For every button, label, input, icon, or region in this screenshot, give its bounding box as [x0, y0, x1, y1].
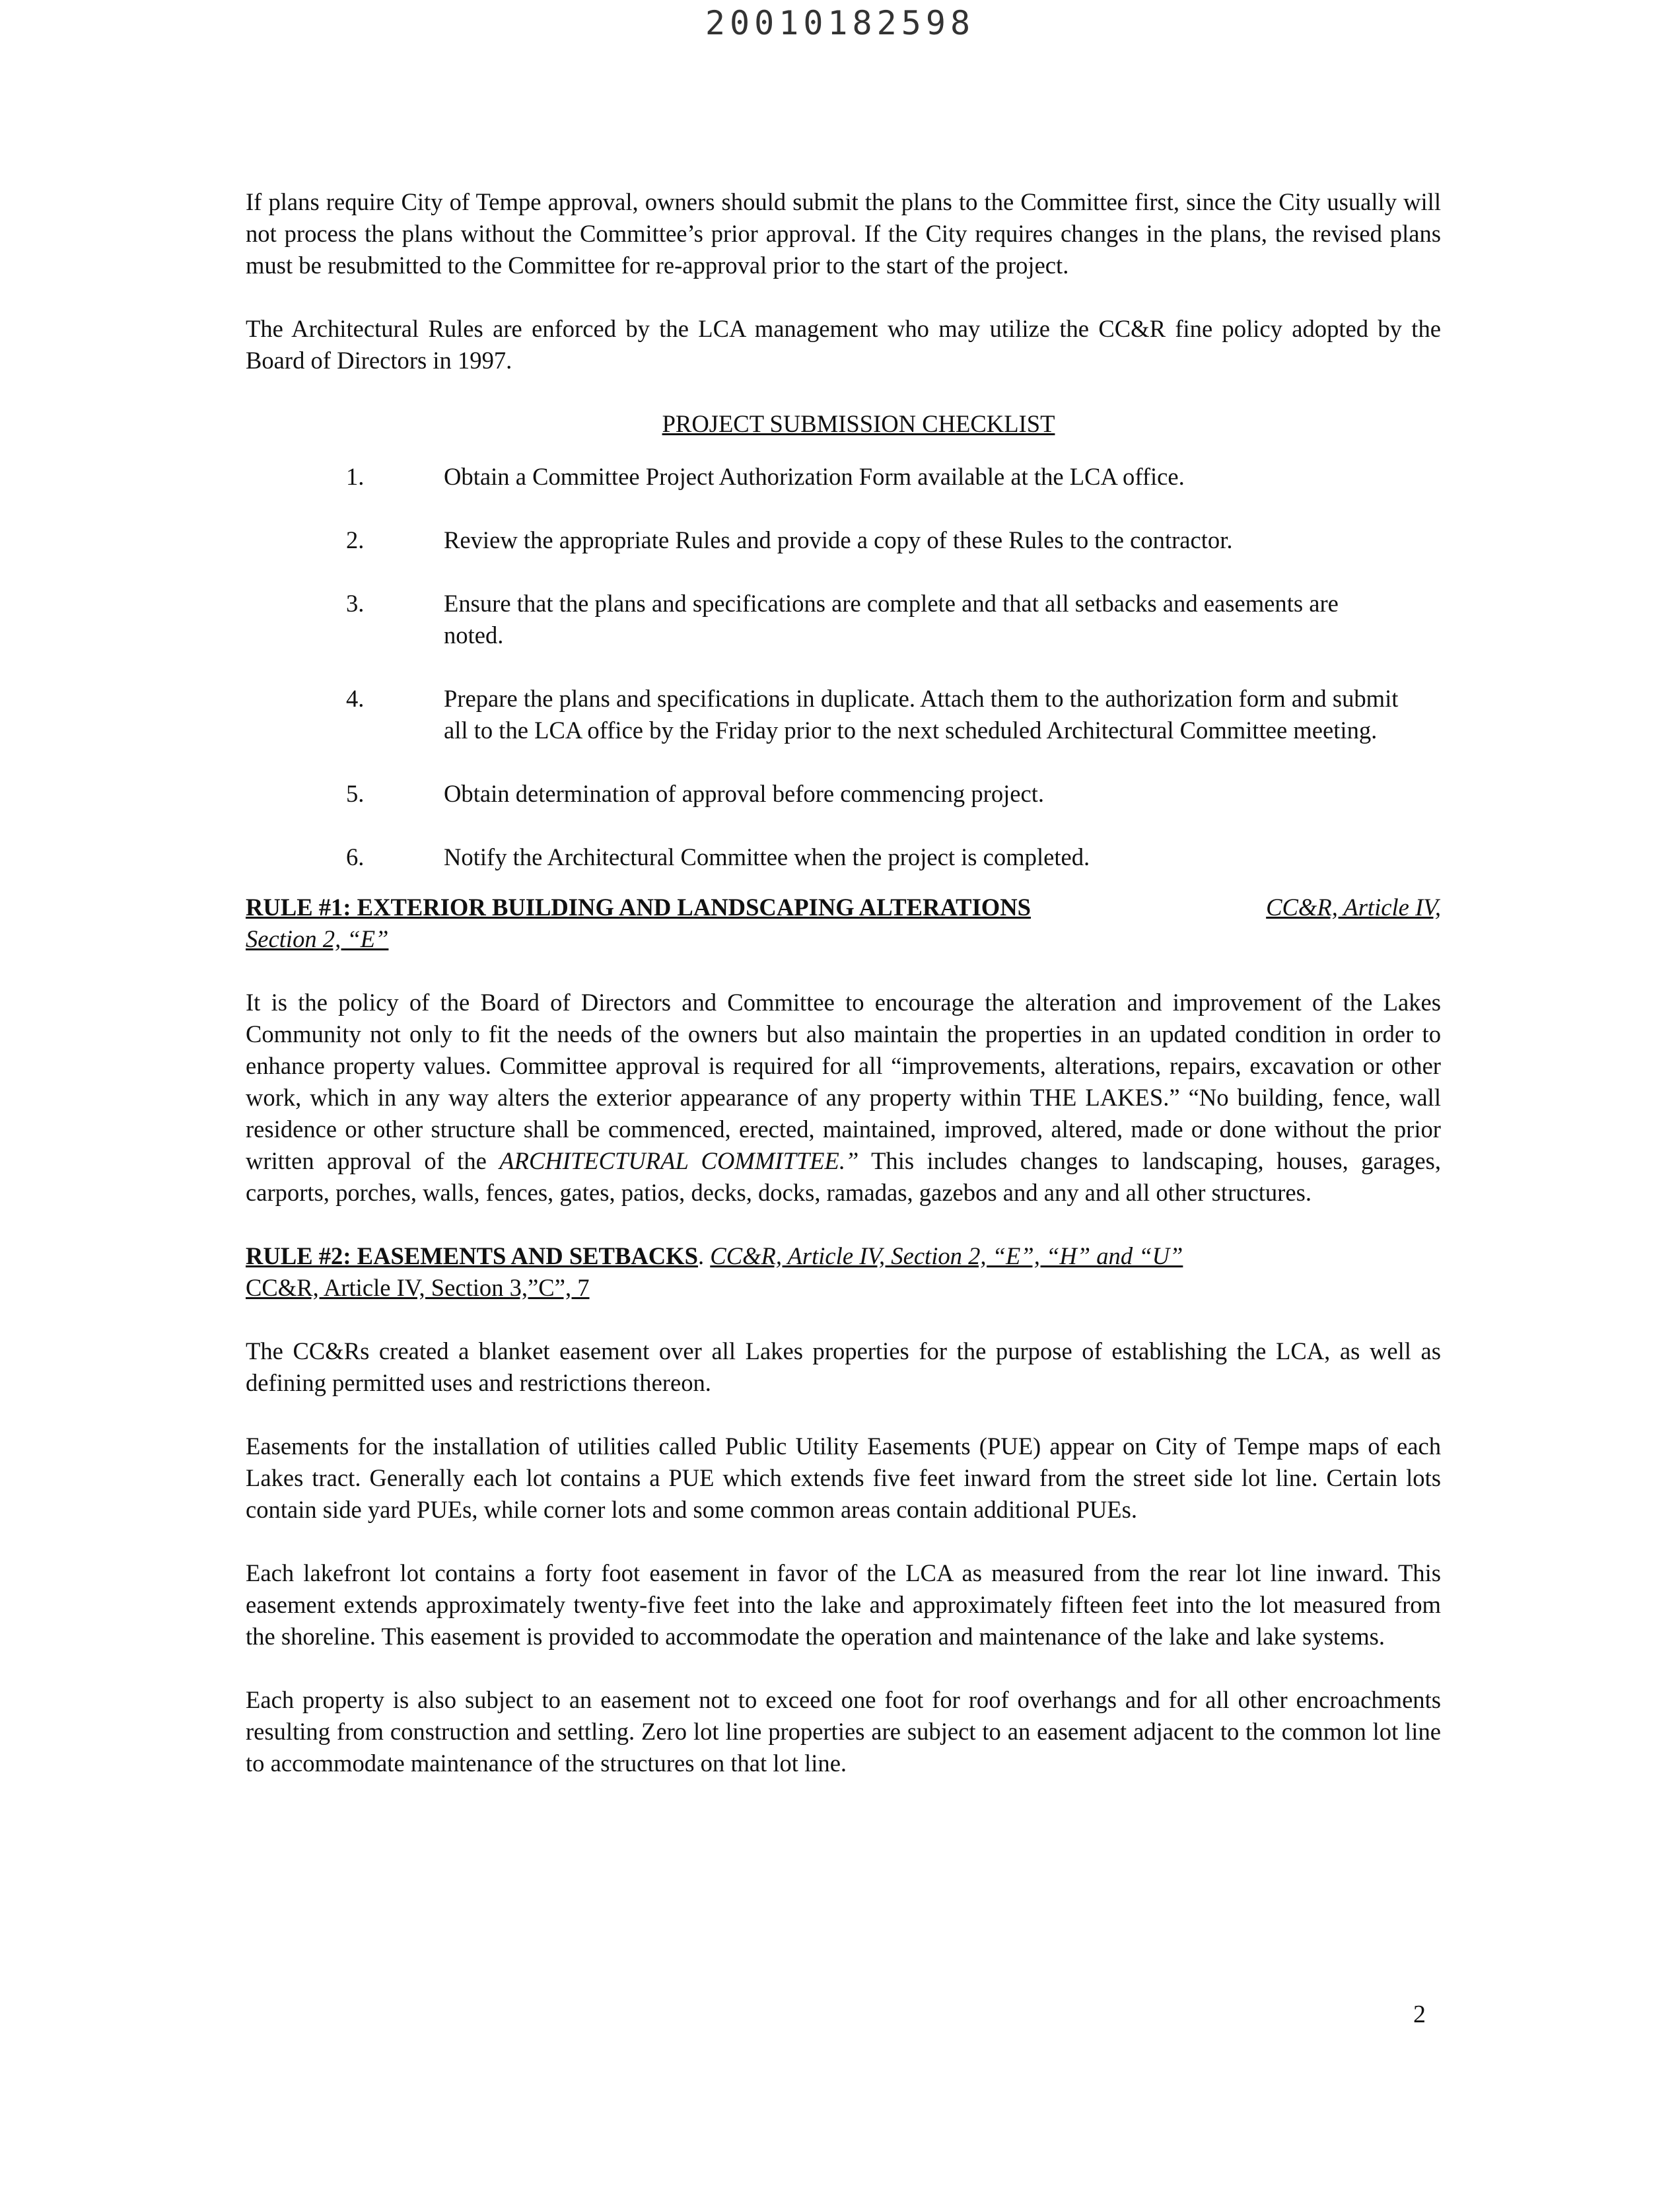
checklist-item-text: Prepare the plans and specifications in duplicate. Attach them to the authorization form and submit all to the LCA office by the Friday prior to the next scheduled Architectural Committee meeting. — [444, 685, 1399, 744]
checklist-title: PROJECT SUBMISSION CHECKLIST — [662, 410, 1055, 437]
rule-2-title: RULE #2: EASEMENTS AND SETBACKS — [246, 1242, 698, 1269]
checklist-item — [246, 841, 1441, 873]
rule-2-reference-section-2: CC&R, Article IV, Section 2, “E”, “H” and “U” — [710, 1242, 1183, 1269]
rule-2-paragraph-utility-easements: Easements for the installation of utilities called Public Utility Easements (PUE) appear on City of Tempe maps of each Lakes tract. Generally each lot contains a PUE which extends five feet inward from the street side lot line. Certain lots contain side yard PUEs, while corner lots and some common areas contain additional PUEs. — [246, 1433, 1441, 1523]
checklist-item — [246, 461, 1441, 493]
checklist-item — [246, 524, 1441, 556]
rule-2-paragraph-blanket-easement: The CC&Rs created a blanket easement over all Lakes properties for the purpose of establishing the LCA, as well as defining permitted uses and restrictions thereon. — [246, 1337, 1441, 1396]
rule-1-body-text: It is the policy of the Board of Directors and Committee to encourage the alteration and improvement of the Lakes Community not only to fit the needs of the owners but also maintain the properties in an updated condition in order to enhance property values. Committee approval is required for all “improvements, alterations, repairs, excavation or other work, which in any way alters the exterior appearance of any property within THE LAKES.” “No building, fence, wall residence or other structure shall be commenced, erected, maintained, improved, altered, made or done without the prior written approval of the — [246, 989, 1441, 1174]
checklist-item-text: Review the appropriate Rules and provide a copy of these Rules to the contractor. — [444, 526, 1233, 553]
intro-paragraph-city-approval: If plans require City of Tempe approval, owners should submit the plans to the Committee first, since the City usually will not process the plans without the Committee’s prior approval. If the City requires changes in the plans, the revised plans must be resubmitted to the Committee for re-approval prior to the start of the project. — [246, 188, 1441, 279]
checklist-item-number: 3. — [346, 590, 365, 617]
rule-1-body-italic: ARCHITECTURAL COMMITTEE.” — [499, 1147, 859, 1174]
rule-1-title: RULE #1: EXTERIOR BUILDING AND LANDSCAPING ALTERATIONS — [246, 894, 1032, 921]
checklist-item — [246, 683, 1441, 746]
submission-checklist — [246, 461, 1441, 873]
checklist-item-number: 4. — [346, 685, 365, 712]
rule-1-heading — [246, 892, 1441, 955]
page-content — [246, 186, 1441, 1811]
checklist-item — [246, 588, 1441, 651]
checklist-item-number: 6. — [346, 843, 365, 870]
document-id-stamp: 20010182598 — [705, 4, 975, 42]
checklist-item-text: Notify the Architectural Committee when the project is completed. — [444, 843, 1090, 870]
rule-1-reference-section: Section 2, “E” — [246, 925, 389, 952]
rule-1-body-text-continued: This includes changes to landscaping, houses, garages, carports, porches, walls, fences, gates, patios, decks, docks, ramadas, gazebos and any and all other structures. — [246, 1147, 1441, 1206]
rule-1-reference-article: CC&R, Article IV, — [1266, 894, 1441, 921]
checklist-item-text: Obtain determination of approval before commencing project. — [444, 780, 1045, 807]
intro-paragraph-enforcement: The Architectural Rules are enforced by the LCA management who may utilize the CC&R fine policy adopted by the Board of Directors in 1997. — [246, 315, 1441, 374]
checklist-item-number: 1. — [346, 463, 365, 490]
rule-2-title-separator: . — [697, 1242, 705, 1269]
rule-2-heading — [246, 1240, 1441, 1304]
rule-2-paragraph-overhang-easement: Each property is also subject to an easement not to exceed one foot for roof overhangs and for all other encroachments resulting from construction and settling. Zero lot line properties are subject to an easement adjacent to the common lot line to accommodate maintenance of the structures on that lot line. — [246, 1686, 1441, 1777]
page-number: 2 — [1413, 2001, 1426, 2028]
rule-1-body — [246, 987, 1441, 1209]
rule-2-paragraph-lakefront-easement: Each lakefront lot contains a forty foot easement in favor of the LCA as measured from the rear lot line inward. This easement extends approximately twenty-five feet into the lake and approximately fifteen feet into the lot measured from the shoreline. This easement is provided to accommodate the operation and maintenance of the lake and lake systems. — [246, 1559, 1441, 1650]
checklist-item-number: 2. — [346, 526, 365, 553]
checklist-item — [246, 778, 1441, 810]
rule-2-reference-section-3: CC&R, Article IV, Section 3,”C”, 7 — [246, 1274, 590, 1301]
checklist-item-text: Ensure that the plans and specifications are complete and that all setbacks and easements are noted. — [444, 590, 1339, 649]
checklist-item-number: 5. — [346, 780, 365, 807]
checklist-item-text: Obtain a Committee Project Authorization Form available at the LCA office. — [444, 463, 1185, 490]
